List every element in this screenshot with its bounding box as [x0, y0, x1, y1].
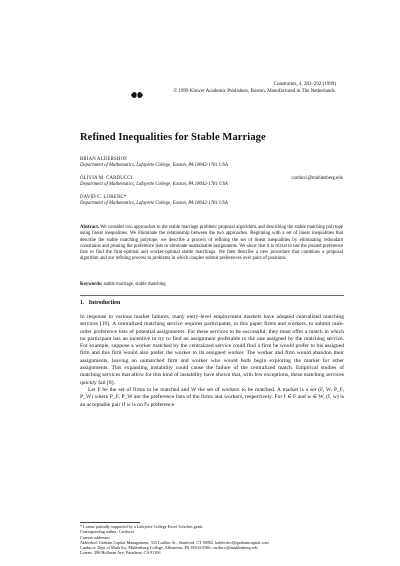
- footnote: * Lorenc partially supported by a Lafayette College Excel Scholars grant.: [80, 524, 204, 529]
- keywords: [80, 282, 343, 287]
- author-affiliation: Department of Mathematics, Lafayette College, Easton, PA 18042-1781 USA: [80, 163, 228, 168]
- author-name: BRIAN ALDERSHOF: [80, 157, 128, 162]
- abstract: [80, 225, 343, 263]
- footnote: Aldershof: Graham Capital Management, 333 Ludlow St., Stamford, CT 06902, baldershof@grahamcapital.com: [80, 539, 269, 545]
- footnote: Carducci: Dept of Math Sci, Muhlenberg College, Allentown, PA 18104-5586, carducci@muhlenberg.edu: [80, 545, 258, 551]
- paper-title: Refined Inequalities for Stable Marriage: [80, 132, 266, 143]
- keywords-label: Keywords:: [80, 282, 103, 287]
- body-paragraph: Let F be the set of firms to be matched and W the set of workers to be matched. A market is a set (F, W, P_F, P_W) where P_F, P_W are the preference lists of the firms and workers, respectively. For f ∈ F and w ∈ W, (f, w) is an acceptable pair if w is on f's preference: [80, 386, 344, 408]
- author-email[interactable]: carducci@muhlenberg.edu: [291, 176, 343, 181]
- author-block: [80, 176, 228, 188]
- publisher-logo: [130, 89, 144, 101]
- footnote: Corresponding author: Carducci: [80, 529, 134, 535]
- author-name: OLIVIA M. CARDUCCI: [80, 176, 133, 181]
- footnote-divider: [80, 522, 140, 523]
- body-text: [80, 314, 344, 409]
- abstract-label: Abstract.: [80, 225, 100, 230]
- author-name: DAVID C. LORENC*: [80, 195, 127, 200]
- footnotes: [80, 524, 344, 556]
- section-title: Introduction: [88, 300, 121, 306]
- journal-citation: Constraints, 4, 281–292 (1999): [273, 82, 336, 87]
- journal-copyright: © 1999 Kluwer Academic Publishers, Boston. Manufactured in The Netherlands.: [173, 89, 336, 94]
- author-affiliation: Department of Mathematics, Lafayette College, Easton, PA 18042-1781 USA: [80, 201, 228, 206]
- section-number: 1.: [80, 300, 85, 306]
- section-heading: [80, 300, 120, 306]
- body-paragraph: In response to various market failures, many entry-level employment markets have adopted centralized matching services [10]. A centralized matching service requires participants, in this paper firms and workers, to submit rank-order preference lists of potential assignments. For these services to be successful, they must offer a match in which no participant has an incentive to try to find an assignment preferable to the one assigned by the matching service. For example, suppose a worker matched by the centralized service could find a firm he would prefer to his assigned firm and this firm would also prefer the worker to its assigned worker. The worker and firm would abandon their assignments, leaving an unmatched firm and worker who would both begin exploring the market for other assignments. This expanding instability could cause the failure of the centralized match. Empirical studies of matching services that allow for this kind of instability have shown that, with few exceptions, these matching services quickly fail [8].: [80, 314, 344, 386]
- keywords-text: stable marriage, stable matching: [103, 282, 166, 287]
- footnote: Current addresses: [80, 534, 110, 540]
- section-divider: [80, 295, 344, 296]
- author-block: [80, 157, 228, 169]
- footnote: Lorenc: 296 Holloran Ave, Pasadena, CA 91106: [80, 550, 161, 556]
- abstract-text: We consider two approaches to the stable marriage problem: proposal algorithms and describing the stable matching polytope using linear inequalities. We illuminate the relationship between the two approaches. Beginning with a set of linear inequalities that describe the stable matching polytope, we describe a process of refining the set of linear inequalities by eliminating redundant constraints and pruning the preference lists to eliminate unattainable assignments. We show that it is trivial to use the pruned preference lists to find the firm-optimal and worker-optimal stable matchings. We then describe a new procedure that combines a proposal algorithm and our refining process to problems in which couples submit preferences over pairs of positions.: [80, 225, 343, 262]
- author-block: [80, 195, 228, 207]
- author-affiliation: Department of Mathematics, Lafayette College, Easton, PA 18042-1781 USA: [80, 182, 228, 187]
